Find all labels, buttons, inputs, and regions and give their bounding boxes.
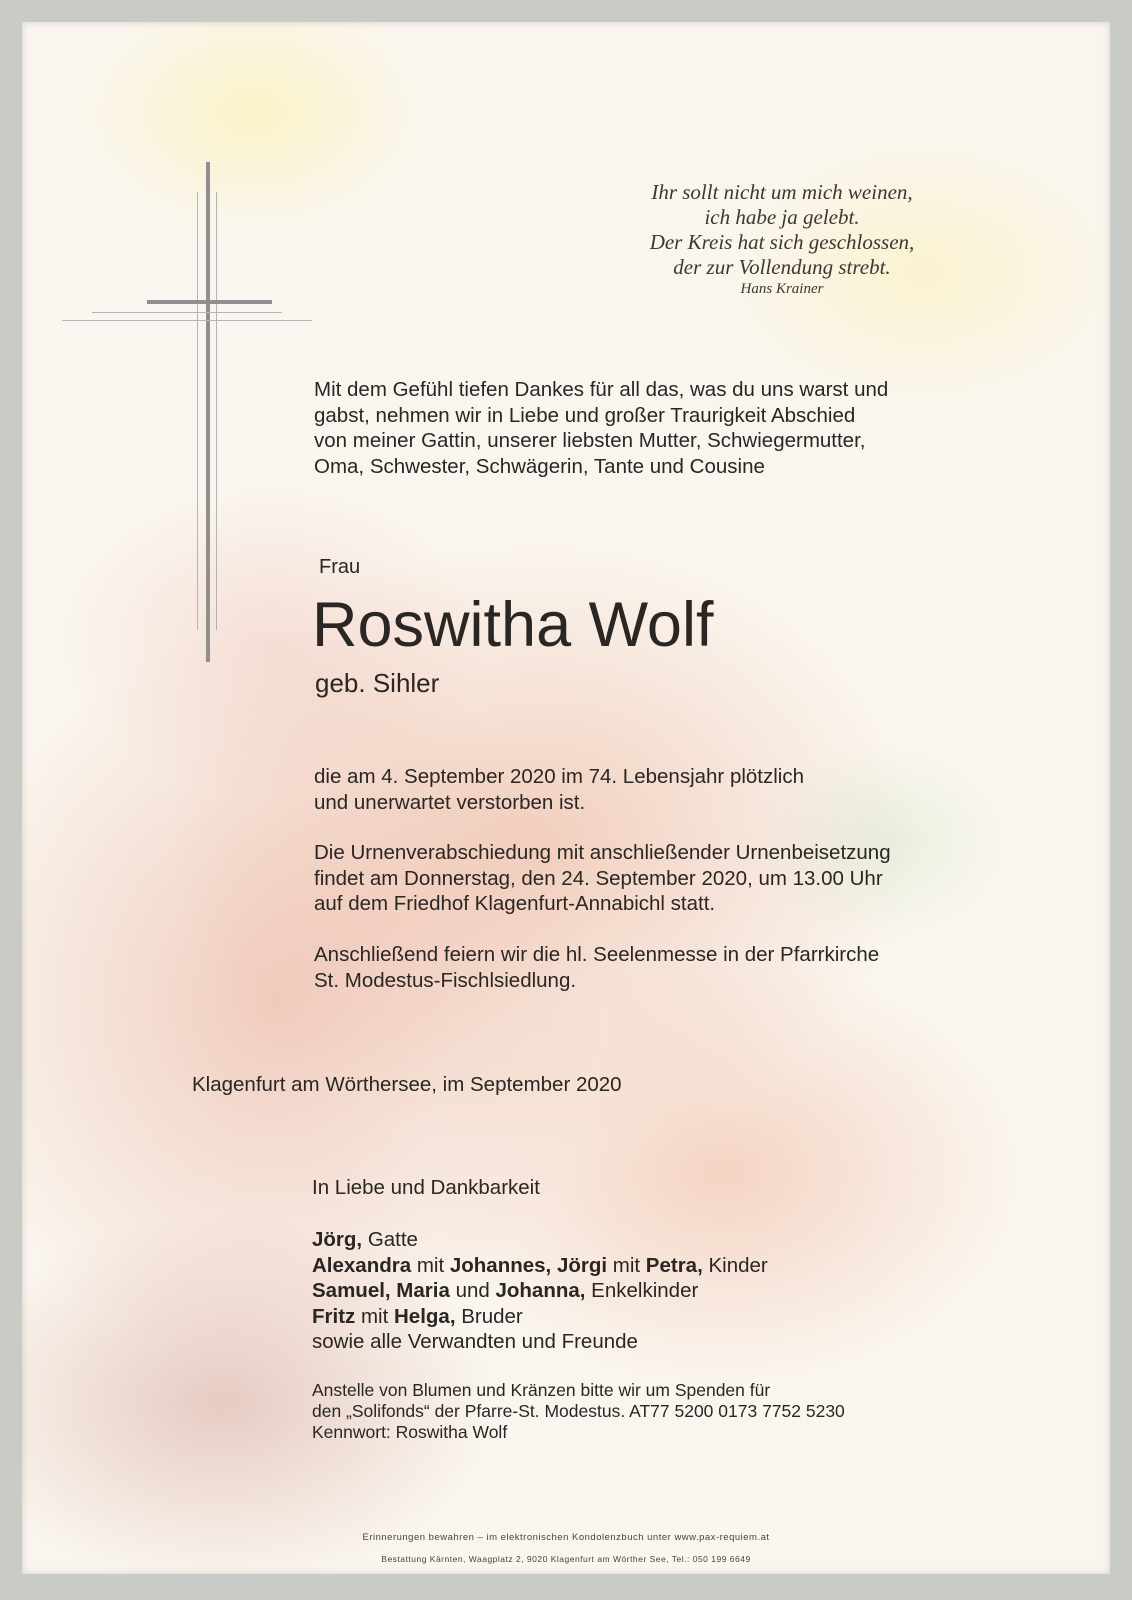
funeral-details: [314, 840, 1034, 917]
mourners-heading: In Liebe und Dankbarkeit: [312, 1176, 540, 1199]
mourner-line: sowie alle Verwandten und Freunde: [312, 1330, 638, 1353]
text-line: den „Solifonds“ der Pfarre-St. Modestus. AT77 5200 0173 7752 5230: [312, 1401, 845, 1421]
text-line: und unerwartet verstorben ist.: [314, 790, 586, 814]
donation-note: [312, 1380, 1032, 1443]
cross-icon: [62, 162, 312, 662]
condolence-footer: Erinnerungen bewahren – im elektronischen Kondolenzbuch unter www.pax-requiem.at: [362, 1532, 770, 1543]
intro-line: von meiner Gattin, unserer liebsten Mutter, Schwiegermutter,: [314, 429, 866, 452]
intro-line: Oma, Schwester, Schwägerin, Tante und Cousine: [314, 454, 765, 478]
text-line: Kennwort: Roswitha Wolf: [312, 1422, 508, 1442]
quote-author: Hans Krainer: [740, 281, 824, 297]
undertaker-footer: Bestattung Kärnten, Waagplatz 2, 9020 Klagenfurt am Wörther See, Tel.: 050 199 6649: [381, 1554, 751, 1564]
text-line: Anstelle von Blumen und Kränzen bitte wir um Spenden für: [312, 1380, 771, 1400]
text-line: die am 4. September 2020 im 74. Lebensjahr plötzlich: [314, 765, 805, 788]
text-line: findet am Donnerstag, den 24. September 2020, um 13.00 Uhr: [314, 866, 883, 890]
birth-name: geb. Sihler: [315, 668, 440, 698]
poem-quote: [582, 180, 982, 298]
death-details: [314, 764, 1034, 815]
mass-details: [314, 942, 1034, 993]
salutation: Frau: [319, 556, 361, 578]
mourner-line: Fritz mit Helga, Bruder: [312, 1304, 523, 1328]
intro-line: Mit dem Gefühl tiefen Dankes für all das, was du uns warst und: [314, 378, 889, 401]
text-line: Anschließend feiern wir die hl. Seelenmesse in der Pfarrkirche: [314, 943, 880, 966]
mourner-line: Alexandra mit Johannes, Jörgi mit Petra, Kinder: [312, 1253, 768, 1277]
text-line: Die Urnenverabschiedung mit anschließender Urnenbeisetzung: [314, 841, 891, 864]
mourner-line: Samuel, Maria und Johanna, Enkelkinder: [312, 1279, 699, 1302]
place-date: Klagenfurt am Wörthersee, im September 2020: [192, 1073, 622, 1096]
text-line: St. Modestus-Fischlsiedlung.: [314, 968, 577, 992]
quote-line: Der Kreis hat sich geschlossen,: [649, 230, 915, 254]
mourners-list: [312, 1227, 1032, 1355]
intro-line: gabst, nehmen wir in Liebe und großer Traurigkeit Abschied: [314, 403, 856, 427]
quote-line: der zur Vollendung strebt.: [673, 255, 891, 279]
quote-line: ich habe ja gelebt.: [704, 205, 860, 229]
mourner-line: Jörg, Gatte: [312, 1228, 418, 1251]
deceased-name: Roswitha Wolf: [312, 590, 714, 660]
obituary-sheet: [22, 22, 1110, 1574]
text-line: auf dem Friedhof Klagenfurt-Annabichl statt.: [314, 892, 716, 915]
quote-line: Ihr sollt nicht um mich weinen,: [651, 180, 913, 204]
intro-text: [314, 377, 1014, 479]
